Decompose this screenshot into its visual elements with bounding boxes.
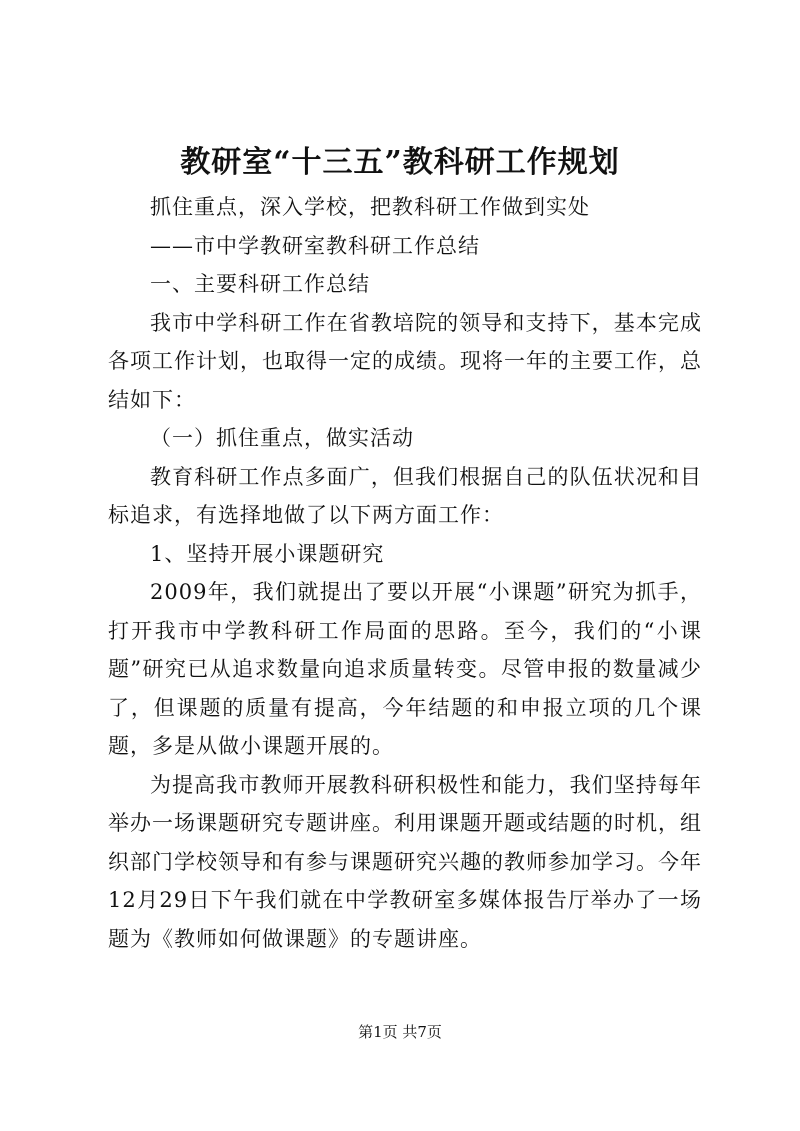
body-paragraph: 为提高我市教师开展教科研积极性和能力，我们坚持每年举办一场课题研究专题讲座。利用课题开题或结题的时机，组织部门学校领导和有参与课题研究兴趣的教师参加学习。今年12月29日下午我们就在中学教研室多媒体报告厅举办了一场题为《教师如何做课题》的专题讲座。 [108,772,702,951]
item-heading: 1、坚持开展小课题研究 [150,541,385,566]
body-paragraph: 教育科研工作点多面广，但我们根据自己的队伍状况和目标追求，有选择地做了以下两方面工作： [108,464,702,527]
document-title: 教研室“十三五”教科研工作规划 [180,145,620,180]
subtitle-paragraph: 抓住重点，深入学校，把教科研工作做到实处 [150,195,590,219]
body-paragraph: 2009年，我们就提出了要以开展“小课题”研究为抓手，打开我市中学教科研工作局面的思路。至今，我们的“小课题”研究已从追求数量向追求质量转变。尽管申报的数量减少了，但课题的质量有提高，今年结题的和申报立项的几个课题，多是从做小课题开展的。 [108,580,702,758]
document-body [108,188,702,958]
subsection-heading: （一）抓住重点，做实活动 [150,426,414,450]
body-paragraph: 我市中学科研工作在省教培院的领导和支持下，基本完成各项工作计划，也取得一定的成绩。现将一年的主要工作，总结如下： [108,310,702,412]
sub-subtitle-paragraph: ——市中学教研室教科研工作总结 [150,233,480,258]
page-number-footer: 第1页 共7页 [358,1023,442,1041]
section-heading-1: 一、主要科研工作总结 [150,272,370,296]
